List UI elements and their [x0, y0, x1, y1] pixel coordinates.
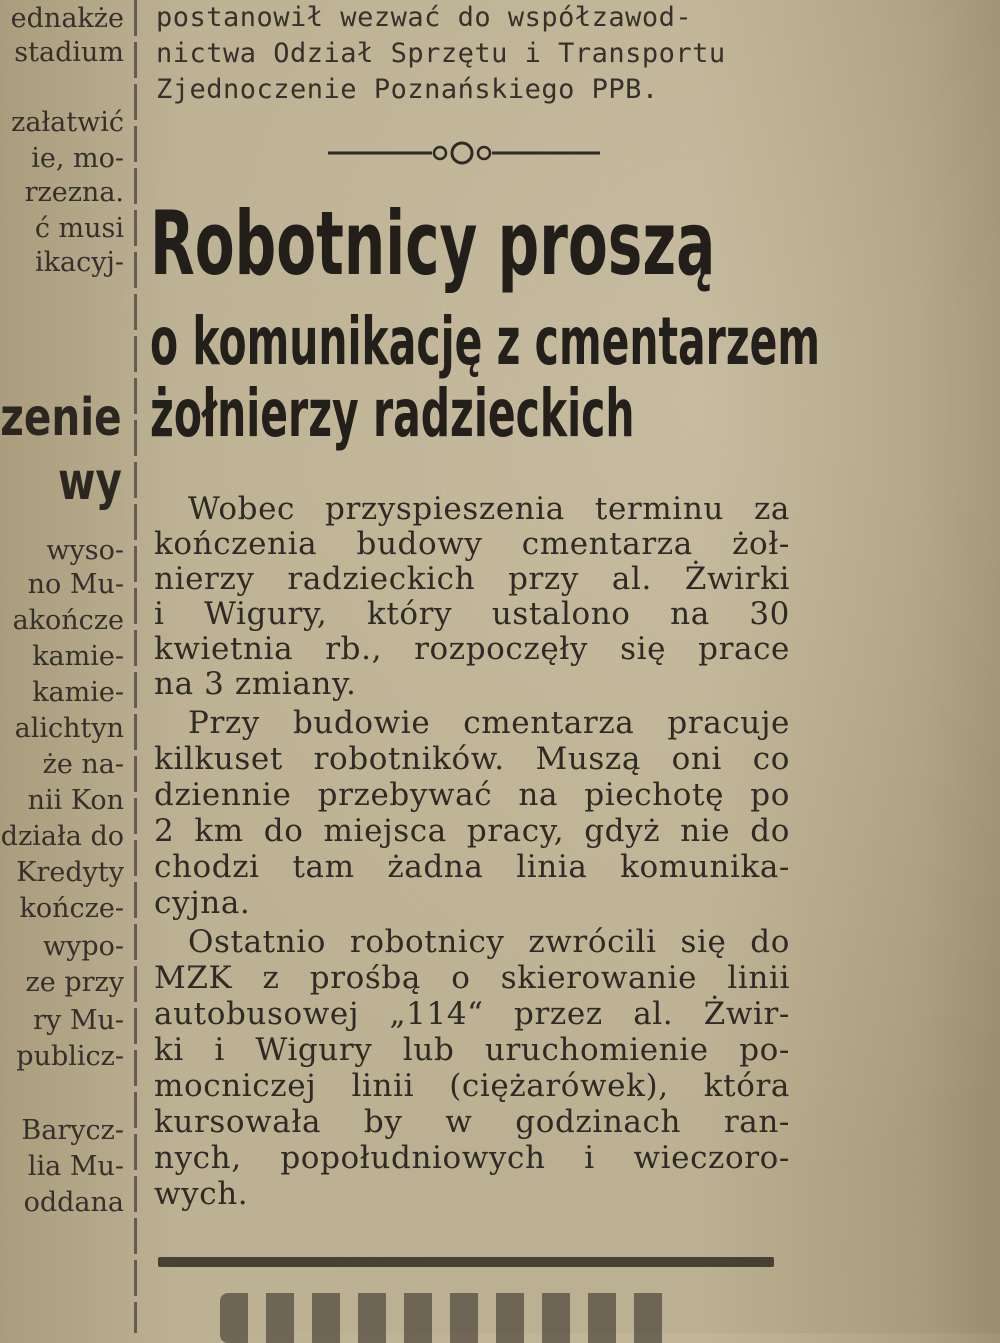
- paragraph-line: dziennie przebywać na piechotę po: [154, 777, 790, 813]
- left-heading-fragment: wy: [58, 452, 122, 512]
- paragraph-line: mocniczej linii (ciężarówek), która: [154, 1068, 790, 1104]
- paragraph-line: wych.: [154, 1176, 249, 1212]
- column-divider: [134, 0, 137, 1333]
- left-line: wyso-: [46, 535, 124, 566]
- left-line: ze przy: [25, 967, 124, 998]
- paragraph-line: nierzy radzieckich przy al. Żwirki: [154, 561, 790, 597]
- left-line: kończe-: [19, 893, 124, 924]
- article-column: [150, 0, 821, 1333]
- left-line: akończe: [12, 605, 124, 636]
- paragraph-line: kończenia budowy cmentarza żoł-: [154, 526, 790, 562]
- paragraph-line: autobusowej „114“ przez al. Żwir-: [154, 996, 790, 1032]
- left-line: ie, mo-: [31, 143, 124, 174]
- left-line: że na-: [42, 749, 124, 780]
- left-line: ry Mu-: [33, 1005, 124, 1036]
- left-line: Kredyty: [16, 857, 124, 888]
- left-line: załatwić: [11, 107, 124, 138]
- left-line: ednakże: [10, 3, 124, 34]
- left-line: działa do: [0, 821, 124, 852]
- section-ornament: [328, 140, 608, 166]
- intro-line: Zjednoczenie Poznańskiego PPB.: [156, 74, 659, 105]
- left-line: nii Kon: [27, 785, 124, 816]
- paragraph-line: MZK z prośbą o skierowanie linii: [154, 960, 790, 996]
- article-headline: Robotnicy proszą: [150, 192, 716, 295]
- left-heading-fragment: zenie: [0, 388, 122, 448]
- left-line: alichtyn: [14, 713, 124, 744]
- paragraph-line: Przy budowie cmentarza pracuje: [188, 705, 790, 741]
- left-line: lia Mu-: [27, 1151, 124, 1182]
- paragraph-line: 2 km do miejsca pracy, gdyż nie do: [154, 813, 790, 849]
- left-line: rzezna.: [24, 177, 124, 208]
- paragraph-line: ki i Wigury lub uruchomienie po-: [154, 1032, 790, 1068]
- left-line: Barycz-: [21, 1115, 124, 1146]
- paragraph-line: kwietnia rb., rozpoczęły się prace: [154, 631, 790, 667]
- left-line: publicz-: [16, 1041, 124, 1072]
- paragraph-line: Ostatnio robotnicy zwrócili się do: [188, 924, 790, 960]
- left-line: kamie-: [32, 677, 124, 708]
- article-subheadline: żołnierzy radzieckich: [150, 375, 635, 452]
- paragraph-line: nych, popołudniowych i wieczoro-: [154, 1140, 790, 1176]
- bottom-rule: [158, 1257, 774, 1267]
- cut-off-next-headline: [220, 1293, 680, 1343]
- left-line: oddana: [23, 1187, 124, 1218]
- paragraph-line: kilkuset robotników. Muszą oni co: [154, 741, 790, 777]
- intro-line: postanowił wezwać do współzawod-: [156, 2, 693, 33]
- article-subheadline: o komunikację z cmentarzem: [150, 303, 821, 380]
- paragraph-line: kursowała by w godzinach ran-: [154, 1104, 790, 1140]
- paragraph-line: na 3 zmiany.: [154, 666, 357, 702]
- left-line: no Mu-: [27, 569, 124, 600]
- left-column-fragment: [0, 0, 128, 1333]
- left-line: stadium: [14, 37, 124, 68]
- paragraph-line: chodzi tam żadna linia komunika-: [154, 849, 790, 885]
- left-line: kamie-: [32, 641, 124, 672]
- paragraph-line: Wobec przyspieszenia terminu za: [188, 491, 790, 527]
- left-line: wypo-: [42, 931, 124, 962]
- intro-line: nictwa Odział Sprzętu i Transportu: [156, 38, 726, 69]
- left-line: ikacyj-: [35, 247, 124, 278]
- paragraph-line: cyjna.: [154, 885, 251, 921]
- left-line: ć musi: [34, 213, 124, 244]
- paragraph-line: i Wigury, który ustalono na 30: [154, 596, 790, 632]
